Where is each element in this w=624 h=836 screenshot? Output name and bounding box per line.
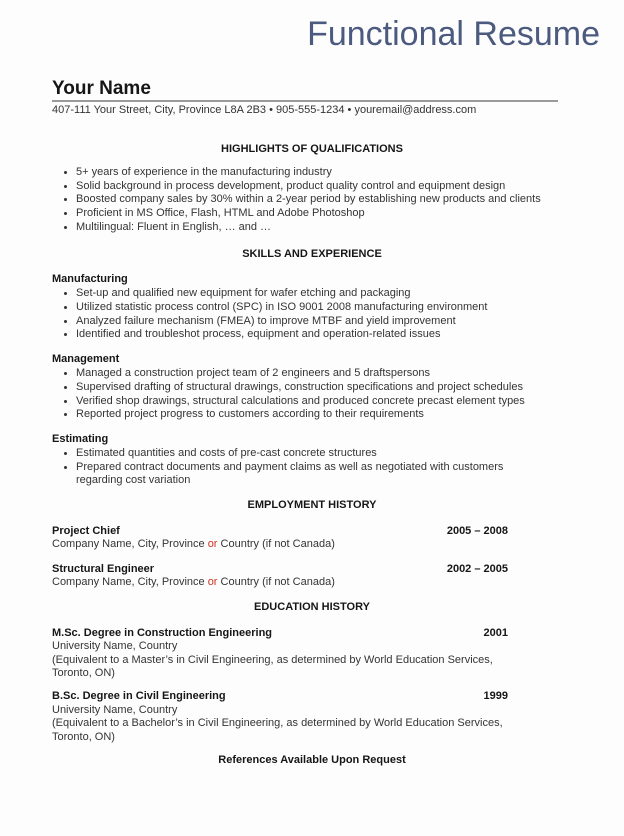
- list-item: • 5+ years of experience in the manufacturing industry: [76, 166, 558, 180]
- contact-line: 407-111 Your Street, City, Province L8A 2B3 • 905-555-1234 • youremail@address.com: [52, 104, 477, 116]
- list-item-line1: Prepared contract documents and payment claims as well as negotiated with customers: [76, 460, 504, 473]
- degree-title: B.Sc. Degree in Civil Engineering: [52, 690, 226, 702]
- list-item: • Solid background in process development, product quality control and equipment design: [76, 180, 558, 194]
- list-item: • Multilingual: Fluent in English, … and …: [76, 221, 558, 235]
- list-item: • Reported project progress to customers according to their requirements: [76, 408, 558, 422]
- group-heading-manufacturing: Manufacturing: [52, 272, 128, 285]
- list-item: [76, 461, 558, 488]
- company-or: or: [207, 538, 218, 551]
- company-line: [52, 538, 558, 552]
- list-item: • Supervised drafting of structural drawings, construction specifications and project schedules: [76, 381, 558, 395]
- section-heading-skills: SKILLS AND EXPERIENCE: [242, 248, 382, 261]
- job-title: Structural Engineer: [52, 562, 155, 575]
- estimating-list: [52, 447, 558, 488]
- job-title: Project Chief: [52, 524, 120, 537]
- list-item: • Managed a construction project team of 2 engineers and 5 draftspersons: [76, 367, 558, 381]
- company-prefix: Company Name, City, Province: [52, 576, 208, 589]
- highlights-list: [52, 166, 558, 234]
- equivalency-line2: Toronto, ON): [52, 667, 115, 680]
- person-name: Your Name: [52, 78, 151, 99]
- job-dates: 2002 – 2005: [446, 562, 508, 575]
- list-item: • Estimated quantities and costs of pre-cast concrete structures: [76, 447, 558, 461]
- company-suffix: Country (if not Canada): [217, 576, 335, 589]
- equivalency-line2: Toronto, ON): [52, 730, 115, 743]
- list-item-line2: regarding cost variation: [76, 474, 191, 487]
- degree-year: 1999: [483, 690, 508, 702]
- equivalency-line: (Equivalent to a Bachelor’s in Civil Engineering, as determined by World Education Services,: [52, 717, 503, 730]
- section-heading-highlights: HIGHLIGHTS OF QUALIFICATIONS: [221, 142, 403, 155]
- company-suffix: Country (if not Canada): [217, 538, 335, 551]
- list-item: • Utilized statistic process control (SPC) in ISO 9001 2008 manufacturing environment: [76, 301, 558, 315]
- employment-entry-row: [52, 563, 508, 577]
- job-dates: 2005 – 2008: [446, 524, 508, 537]
- company-or: or: [207, 576, 218, 589]
- education-entry-row: [52, 690, 508, 704]
- section-heading-education: EDUCATION HISTORY: [254, 601, 370, 614]
- list-item: • Proficient in MS Office, Flash, HTML and Adobe Photoshop: [76, 207, 558, 221]
- degree-year: 2001: [483, 626, 508, 639]
- list-item: • Identified and troubleshot process, equipment and operation-related issues: [76, 328, 558, 342]
- group-heading-management: Management: [52, 352, 120, 365]
- school-line: University Name, Country: [52, 640, 178, 653]
- education-entry-row: [52, 627, 508, 641]
- group-heading-estimating: Estimating: [52, 432, 109, 445]
- equivalency-line: (Equivalent to a Master’s in Civil Engineering, as determined by World Education Services,: [52, 653, 493, 666]
- degree-title: M.Sc. Degree in Construction Engineering: [52, 626, 273, 639]
- header-rule: [52, 100, 558, 102]
- section-heading-employment: EMPLOYMENT HISTORY: [247, 499, 377, 512]
- list-item: • Analyzed failure mechanism (FMEA) to improve MTBF and yield improvement: [76, 315, 558, 329]
- list-item: • Verified shop drawings, structural calculations and produced concrete precast element types: [76, 395, 558, 409]
- document-title: Functional Resume: [307, 15, 600, 53]
- management-list: [52, 367, 558, 421]
- list-item: • Boosted company sales by 30% within a 2-year period by establishing new products and clients: [76, 193, 558, 207]
- company-prefix: Company Name, City, Province: [52, 538, 208, 551]
- school-line: University Name, Country: [52, 703, 178, 716]
- references-line: References Available Upon Request: [218, 754, 406, 767]
- manufacturing-list: [52, 287, 558, 341]
- employment-entry-row: [52, 525, 508, 539]
- list-item: • Set-up and qualified new equipment for wafer etching and packaging: [76, 287, 558, 301]
- company-line: [52, 576, 558, 590]
